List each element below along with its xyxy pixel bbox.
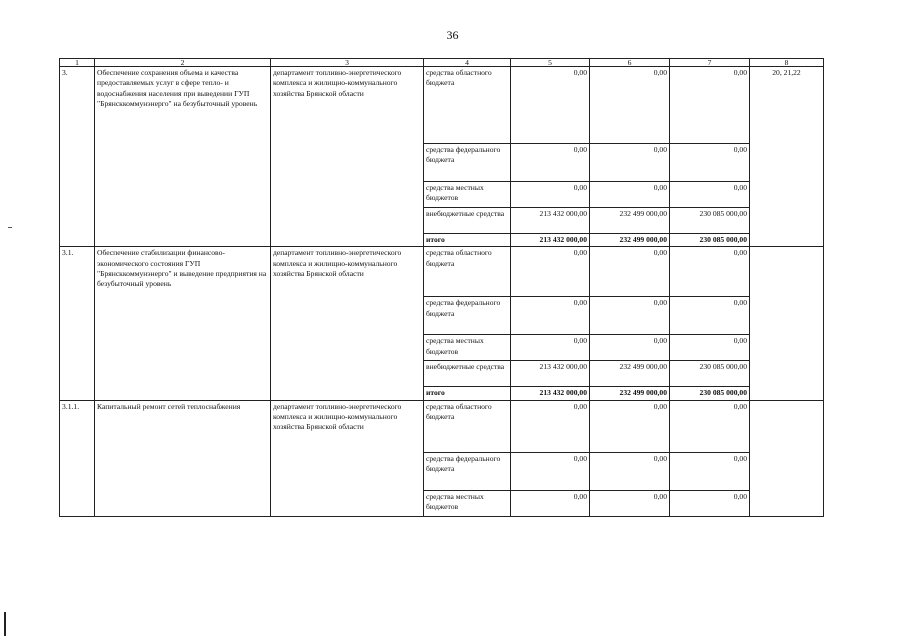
amount-col6: 232 499 000,00: [590, 361, 670, 387]
amount-col7: 230 085 000,00: [670, 361, 750, 387]
column-header: 5: [511, 59, 590, 67]
column-header: 6: [590, 59, 670, 67]
amount-col5: 213 432 000,00: [511, 234, 590, 247]
amount-col7: 230 085 000,00: [670, 234, 750, 247]
amount-col5: 0,00: [511, 490, 590, 516]
amount-col5: 0,00: [511, 297, 590, 335]
amount-col6: 0,00: [590, 182, 670, 208]
budget-table: [59, 58, 824, 517]
amount-col5: 0,00: [511, 247, 590, 297]
table-row: [60, 400, 824, 452]
amount-col7: 0,00: [670, 67, 750, 144]
amount-col5: 0,00: [511, 452, 590, 490]
amount-col6: 232 499 000,00: [590, 387, 670, 400]
item-number: 3.: [60, 67, 95, 247]
item-number: 3.1.: [60, 247, 95, 400]
amount-col5: 0,00: [511, 144, 590, 182]
funding-source: средства местных бюджетов: [424, 490, 511, 516]
amount-col6: 0,00: [590, 335, 670, 361]
amount-col7: 0,00: [670, 400, 750, 452]
amount-col7: 0,00: [670, 490, 750, 516]
amount-col6: 0,00: [590, 144, 670, 182]
funding-source: средства федерального бюджета: [424, 144, 511, 182]
amount-col6: 0,00: [590, 452, 670, 490]
amount-col6: 0,00: [590, 400, 670, 452]
item-ref: 20, 21,22: [750, 67, 824, 247]
amount-col6: 0,00: [590, 297, 670, 335]
header-row: [60, 59, 824, 67]
amount-col6: 232 499 000,00: [590, 208, 670, 234]
amount-col5: 0,00: [511, 335, 590, 361]
page-number: 36: [446, 28, 459, 42]
item-executor: департамент топливно-энергетического комплекса и жилищно-коммунального хозяйства Брянской области: [271, 247, 424, 400]
funding-source: внебюджетные средства: [424, 208, 511, 234]
item-name: Обеспечение сохранения объема и качества предоставляемых услуг в сфере тепло- и водоснабжения населения при выведении ГУП "Брянсккоммунэнерго" на безубыточный уровень: [95, 67, 271, 247]
item-executor: департамент топливно-энергетического комплекса и жилищно-коммунального хозяйства Брянской области: [271, 67, 424, 247]
funding-source: средства федерального бюджета: [424, 297, 511, 335]
column-header: 1: [60, 59, 95, 67]
amount-col6: 232 499 000,00: [590, 234, 670, 247]
amount-col5: 0,00: [511, 400, 590, 452]
amount-col5: 213 432 000,00: [511, 208, 590, 234]
amount-col7: 0,00: [670, 182, 750, 208]
table-row: [60, 247, 824, 297]
amount-col5: 0,00: [511, 182, 590, 208]
amount-col6: 0,00: [590, 490, 670, 516]
item-name: Капитальный ремонт сетей теплоснабжения: [95, 400, 271, 516]
item-ref: [750, 400, 824, 516]
funding-source: средства областного бюджета: [424, 400, 511, 452]
funding-source: средства областного бюджета: [424, 67, 511, 144]
item-ref: [750, 247, 824, 400]
item-name: Обеспечение стабилизации финансово-экономического состояния ГУП "Брянсккоммунэнерго" и выведение предприятия на безубыточный уровень: [95, 247, 271, 400]
scan-mark: [8, 227, 12, 228]
column-header: 7: [670, 59, 750, 67]
amount-col7: 0,00: [670, 335, 750, 361]
funding-source: итого: [424, 234, 511, 247]
funding-source: внебюджетные средства: [424, 361, 511, 387]
column-header: 2: [95, 59, 271, 67]
column-header: 8: [750, 59, 824, 67]
amount-col7: 0,00: [670, 452, 750, 490]
amount-col7: 230 085 000,00: [670, 387, 750, 400]
funding-source: средства местных бюджетов: [424, 182, 511, 208]
amount-col7: 0,00: [670, 144, 750, 182]
amount-col5: 213 432 000,00: [511, 361, 590, 387]
column-header: 3: [271, 59, 424, 67]
amount-col7: 230 085 000,00: [670, 208, 750, 234]
table-row: [60, 67, 824, 144]
funding-source: средства областного бюджета: [424, 247, 511, 297]
column-header: 4: [424, 59, 511, 67]
funding-source: итого: [424, 387, 511, 400]
scan-edge-bar: [4, 612, 6, 636]
item-executor: департамент топливно-энергетического комплекса и жилищно-коммунального хозяйства Брянской области: [271, 400, 424, 516]
amount-col7: 0,00: [670, 297, 750, 335]
amount-col6: 0,00: [590, 67, 670, 144]
amount-col6: 0,00: [590, 247, 670, 297]
amount-col7: 0,00: [670, 247, 750, 297]
funding-source: средства федерального бюджета: [424, 452, 511, 490]
funding-source: средства местных бюджетов: [424, 335, 511, 361]
amount-col5: 0,00: [511, 67, 590, 144]
amount-col5: 213 432 000,00: [511, 387, 590, 400]
item-number: 3.1.1.: [60, 400, 95, 516]
